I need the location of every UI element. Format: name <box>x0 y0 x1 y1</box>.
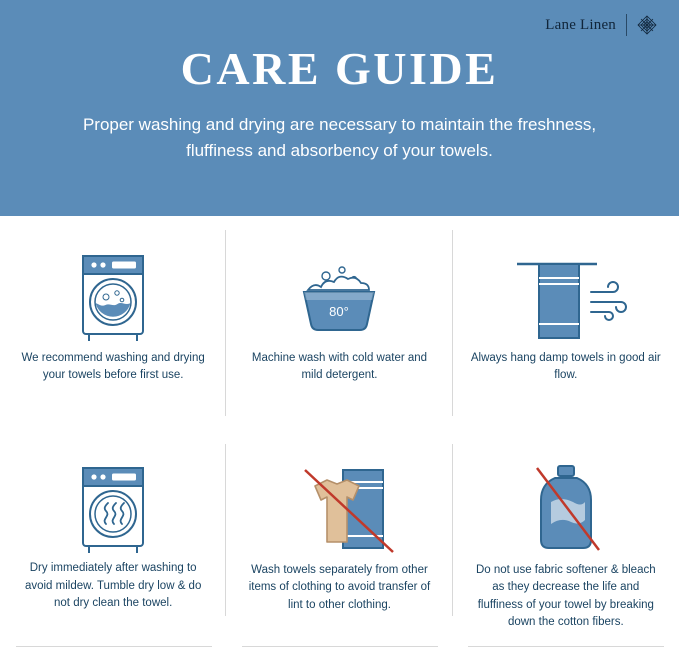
tip-card-5 <box>226 430 452 630</box>
wash-basin-bubbles-icon <box>284 242 394 350</box>
brand-divider <box>626 14 627 36</box>
tip-text-1: We recommend washing and drying your towels before first use. <box>21 352 205 382</box>
tumble-dryer-icon <box>70 456 156 560</box>
tip-card-1 <box>0 216 226 430</box>
diamond-lattice-logo-icon <box>637 15 657 35</box>
tips-row-1 <box>0 216 679 430</box>
tip-text-3: Always hang damp towels in good air flow. <box>470 352 661 382</box>
hanging-towel-airflow-icon <box>501 242 631 350</box>
page-subtitle: Proper washing and drying are necessary to maintain the freshness, fluffiness and absorbency of your towels. <box>82 115 597 161</box>
tip-card-6 <box>453 430 679 630</box>
washing-machine-icon <box>70 242 156 350</box>
tip-text-6: Do not use fabric softener & bleach as they decrease the life and fluffiness of your towel by breaking down the cotton fibers. <box>475 564 656 628</box>
no-fabric-softener-icon <box>511 456 621 562</box>
tip-text-4: Dry immediately after washing to avoid mildew. Tumble dry low & do not dry clean the towel. <box>24 562 202 609</box>
page-title: CARE GUIDE <box>180 43 499 94</box>
tip-card-3 <box>453 216 679 430</box>
tips-row-2 <box>0 430 679 630</box>
wash-temperature-label: 80° <box>329 304 350 319</box>
header-banner <box>0 0 679 216</box>
tips-grid <box>0 216 679 630</box>
tip-card-4 <box>0 430 226 630</box>
brand-name: Lane Linen <box>545 16 616 33</box>
brand-lockup <box>545 14 657 36</box>
tip-text-5: Wash towels separately from other items of clothing to avoid transfer of lint to other clothing. <box>248 564 431 611</box>
no-mixed-laundry-icon <box>269 456 409 562</box>
tip-text-2: Machine wash with cold water and mild detergent. <box>251 352 428 382</box>
tip-card-2 <box>226 216 452 430</box>
